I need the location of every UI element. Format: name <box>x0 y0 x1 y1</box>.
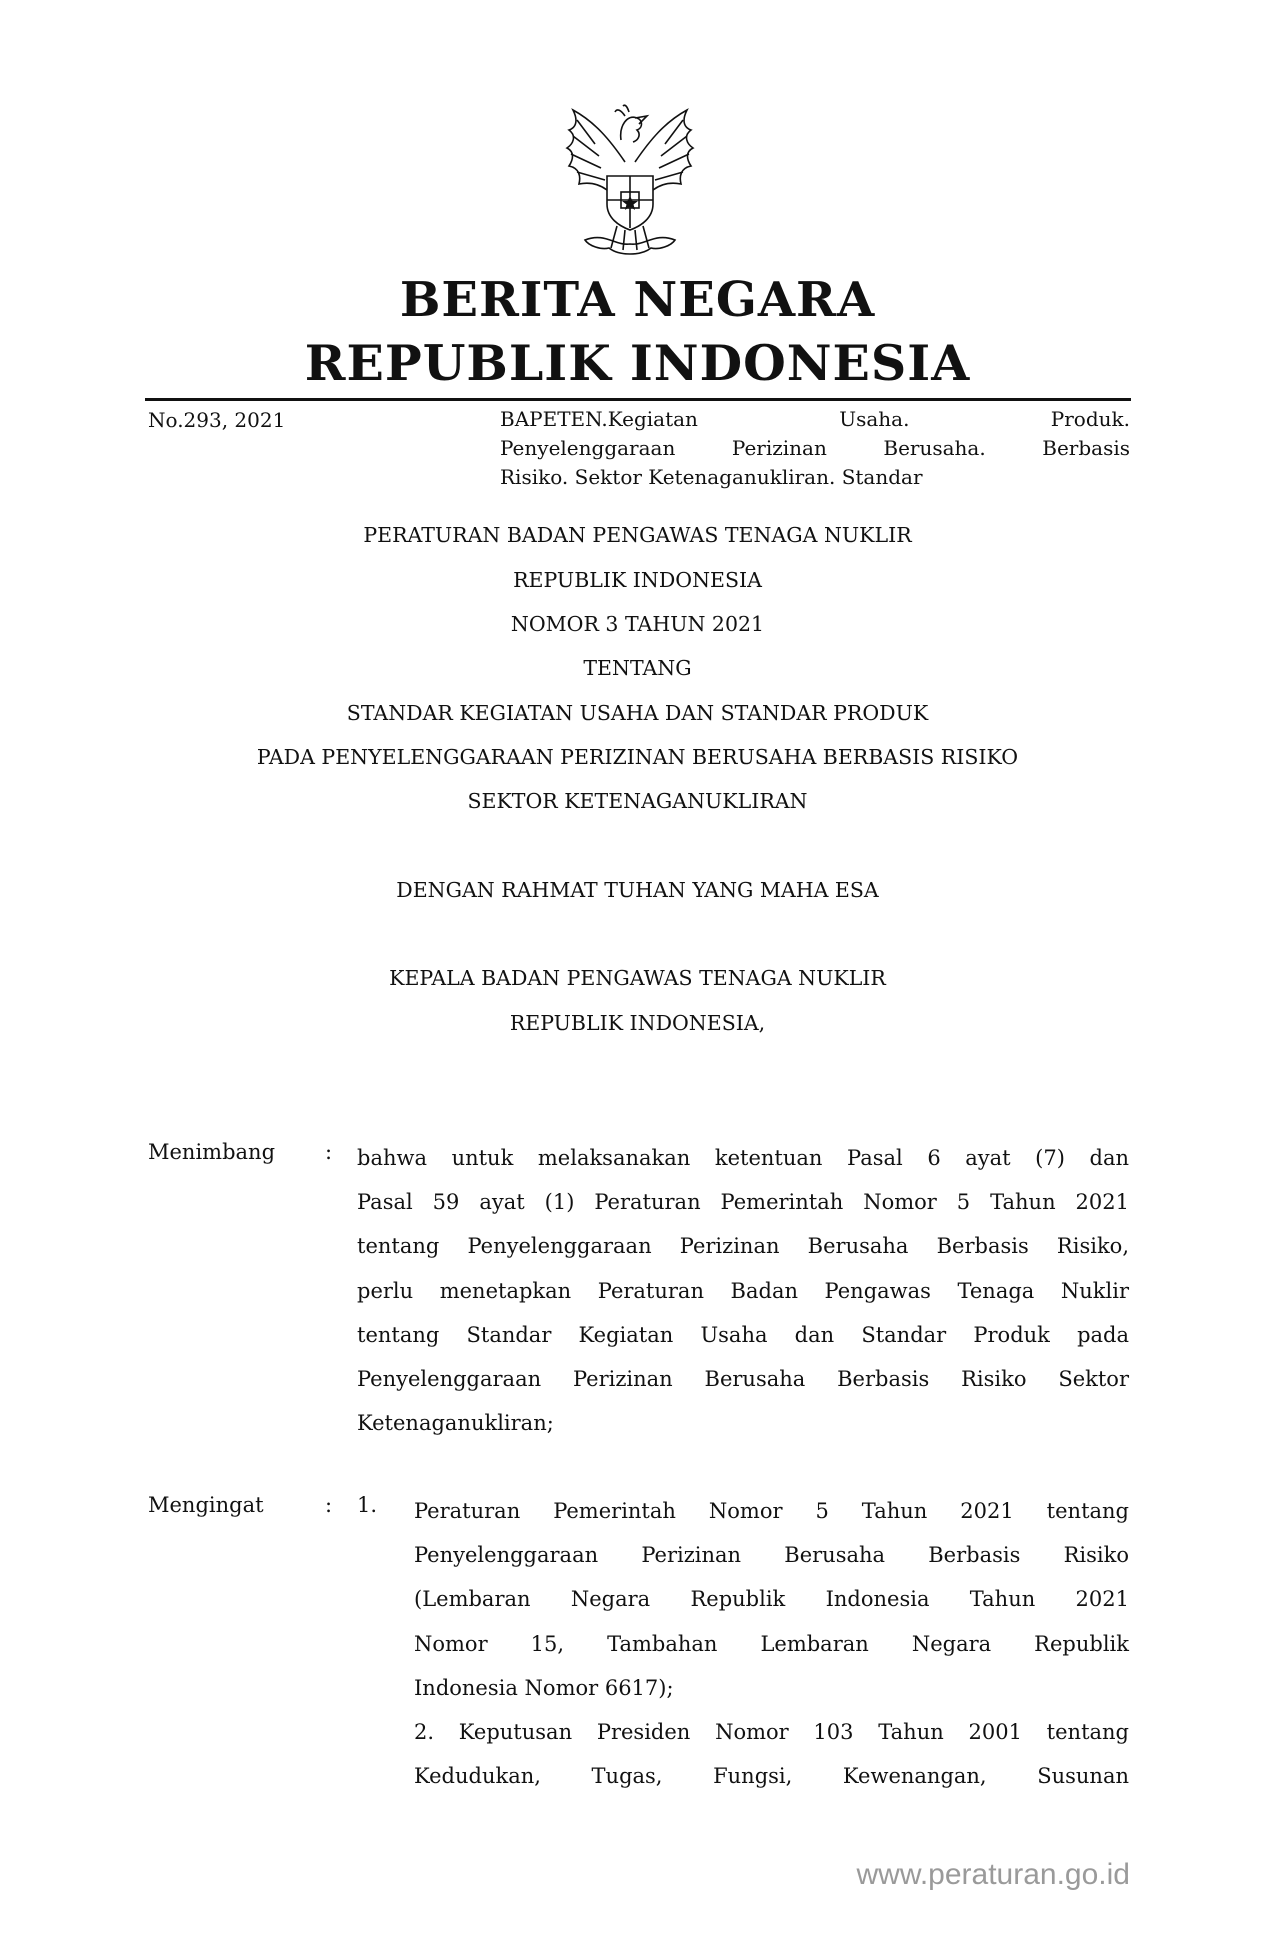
mengingat-label: Mengingat <box>148 1493 264 1517</box>
paragraph-line: Nomor 15, Tambahan Lembaran Negara Republik <box>414 1631 1129 1656</box>
issuer-line: KEPALA BADAN PENGAWAS TENAGA NUKLIR <box>389 966 886 990</box>
regulation-title-line: REPUBLIK INDONESIA <box>513 568 762 592</box>
paragraph-line: 2. Keputusan Presiden Nomor 103 Tahun 2001 tentang <box>414 1720 1129 1744</box>
paragraph-line: tentang Penyelenggaraan Perizinan Berusaha Berbasis Risiko, <box>357 1234 1129 1259</box>
paragraph-line: Peraturan Pemerintah Nomor 5 Tahun 2021 tentang <box>414 1499 1129 1523</box>
regulation-title-line: PADA PENYELENGGARAAN PERIZINAN BERUSAHA BERBASIS RISIKO <box>256 745 1019 769</box>
masthead-rule <box>145 398 1131 401</box>
mengingat-item-1 <box>414 1489 1129 1710</box>
paragraph-line: tentang Standar Kegiatan Usaha dan Standar Produk pada <box>357 1322 1129 1347</box>
paragraph-line: (Lembaran Negara Republik Indonesia Tahun 2021 <box>414 1587 1129 1612</box>
menimbang-label: Menimbang <box>148 1140 276 1164</box>
mengingat-item-2 <box>414 1710 1129 1798</box>
regulation-title-line: NOMOR 3 TAHUN 2021 <box>510 612 765 636</box>
paragraph-line: Kedudukan, Tugas, Fungsi, Kewenangan, Susunan <box>414 1764 1129 1789</box>
subject-line: Risiko. Sektor Ketenaganukliran. Standar <box>500 465 923 489</box>
issue-number: No.293, 2021 <box>148 408 286 432</box>
subject-line: Penyelenggaraan Perizinan Berusaha. Berbasis <box>500 436 1130 460</box>
paragraph-line: Indonesia Nomor 6617); <box>414 1675 674 1700</box>
regulation-title-line: PERATURAN BADAN PENGAWAS TENAGA NUKLIR <box>363 523 912 547</box>
masthead-title: BERITA NEGARA <box>399 272 876 328</box>
issuer-line: REPUBLIK INDONESIA, <box>509 1011 766 1035</box>
menimbang-colon: : <box>325 1140 333 1164</box>
regulation-title-line: SEKTOR KETENAGANUKLIRAN <box>467 789 808 813</box>
issue-subject <box>500 405 1130 492</box>
regulation-title-line: STANDAR KEGIATAN USAHA DAN STANDAR PRODUK <box>346 701 929 725</box>
paragraph-line: perlu menetapkan Peraturan Badan Pengawas Tenaga Nuklir <box>357 1278 1129 1303</box>
paragraph-line: bahwa untuk melaksanakan ketentuan Pasal 6 ayat (7) dan <box>357 1146 1129 1170</box>
source-watermark: www.peraturan.go.id <box>856 1858 1130 1891</box>
garuda-pancasila-emblem-icon <box>555 100 705 260</box>
list-item-number: 1. <box>357 1493 378 1517</box>
paragraph-line: Ketenaganukliran; <box>357 1411 554 1436</box>
mengingat-colon: : <box>325 1493 333 1517</box>
paragraph-line: Penyelenggaraan Perizinan Berusaha Berbasis Risiko Sektor <box>357 1367 1129 1392</box>
paragraph-line: Penyelenggaraan Perizinan Berusaha Berbasis Risiko <box>414 1543 1129 1568</box>
paragraph-line: Pasal 59 ayat (1) Peraturan Pemerintah Nomor 5 Tahun 2021 <box>357 1190 1129 1215</box>
masthead-subtitle: REPUBLIK INDONESIA <box>304 334 971 392</box>
menimbang-paragraph <box>357 1136 1129 1445</box>
preamble: DENGAN RAHMAT TUHAN YANG MAHA ESA <box>396 878 879 902</box>
subject-line: BAPETEN.Kegiatan Usaha. Produk. <box>500 407 1130 431</box>
regulation-title-line: TENTANG <box>583 656 692 680</box>
